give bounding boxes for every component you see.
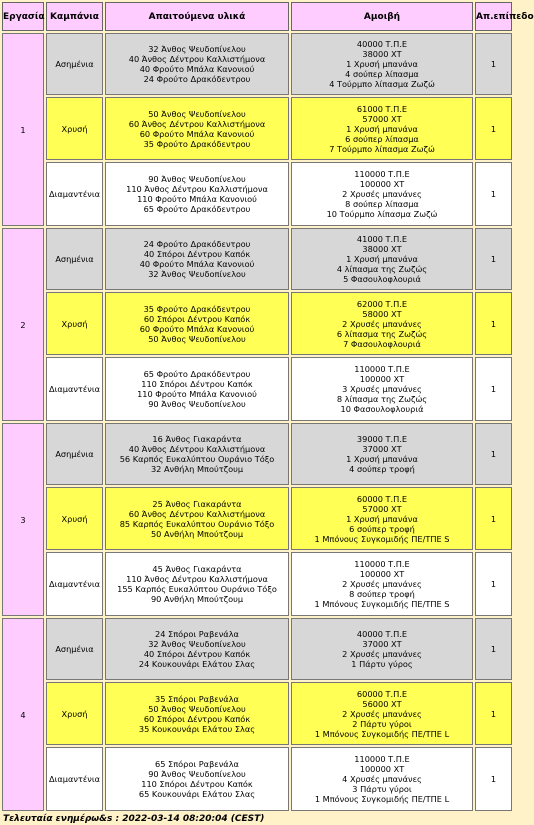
table-row <box>2 618 512 680</box>
material-item: 35 Φρούτο Δρακόδεντρου <box>143 138 251 149</box>
level-cell: 1 <box>475 552 512 616</box>
materials-cell <box>105 228 289 290</box>
level-cell: 1 <box>475 747 512 811</box>
material-item: 40 Σπόροι Δέντρου Καπόκ <box>143 649 251 659</box>
reward-item: 1 Χρυσή μπανάνα <box>346 513 418 524</box>
reward-item: 4 Χρυσές μπανάνες <box>342 774 422 784</box>
reward-cell <box>291 357 473 421</box>
materials-cell <box>105 552 289 616</box>
material-item: 65 Κουκουνάρι Ελάτου Σλας <box>138 789 256 799</box>
reward-item: 2 Χρυσές μπανάνες <box>342 708 422 719</box>
reward-item: 8 σούπερ τροφή <box>349 589 415 599</box>
reward-item: 37000 ΧΤ <box>362 444 402 454</box>
table-row <box>2 97 512 160</box>
material-item: 60 Σπόροι Δέντρου Καπόκ <box>143 713 251 724</box>
material-item: 56 Καρπός Ευκαλύπτου Ουράνιο Τόξο <box>119 454 275 464</box>
campaign-cell: Ασημένια <box>46 423 103 485</box>
materials-cell <box>105 747 289 811</box>
header-materials: Απαιτούμενα υλικά <box>105 2 289 31</box>
level-cell: 1 <box>475 292 512 355</box>
reward-item: 8 λίπασμα της Ζωζώς <box>336 394 428 404</box>
campaign-cell: Διαμαντένια <box>46 357 103 421</box>
material-item: 24 Φρούτο Δρακόδεντρου <box>143 74 251 84</box>
table-row <box>2 292 512 355</box>
reward-item: 1 Χρυσή μπανάνα <box>346 254 418 264</box>
reward-cell <box>291 33 473 95</box>
reward-cell <box>291 552 473 616</box>
material-item: 155 Καρπός Ευκαλύπτου Ουράνιο Τόξο <box>117 584 277 594</box>
reward-cell <box>291 228 473 290</box>
header-task: Εργασία <box>2 2 44 31</box>
material-item: 35 Σπόροι Ραβενάλα <box>155 693 239 704</box>
table-row <box>2 747 512 811</box>
campaign-cell: Χρυσή <box>46 292 103 355</box>
materials-cell <box>105 33 289 95</box>
level-cell: 1 <box>475 423 512 485</box>
reward-item: 2 Πάρτυ γύροι <box>352 718 412 729</box>
reward-item: 57000 ΧΤ <box>362 113 402 124</box>
material-item: 60 Σπόροι Δέντρου Καπόκ <box>143 313 251 324</box>
task-number: 3 <box>2 423 44 616</box>
campaign-cell: Διαμαντένια <box>46 747 103 811</box>
reward-item: 6 λίπασμα της Ζωζώς <box>336 328 428 339</box>
reward-cell <box>291 423 473 485</box>
reward-cell <box>291 97 473 160</box>
materials-cell <box>105 618 289 680</box>
material-item: 60 Φρούτο Μπάλα Κανονιού <box>139 323 255 334</box>
reward-item: 4 σούπερ τροφή <box>349 464 415 474</box>
reward-item: 61000 Τ.Π.Ε <box>356 103 408 114</box>
table-row <box>2 552 512 616</box>
material-item: 40 Άνθος Δέντρου Καλλιστήμονα <box>128 54 266 64</box>
reward-item: 38000 ΧΤ <box>362 244 402 254</box>
task-number: 2 <box>2 228 44 421</box>
reward-item: 2 Χρυσές μπανάνες <box>342 189 422 199</box>
reward-cell <box>291 618 473 680</box>
material-item: 50 Άνθος Ψευδοπίνελου <box>148 703 246 714</box>
table-row <box>2 487 512 550</box>
reward-item: 40000 Τ.Π.Ε <box>356 39 408 49</box>
reward-item: 1 Πάρτυ γύρος <box>351 659 413 669</box>
level-cell: 1 <box>475 97 512 160</box>
reward-item: 110000 Τ.Π.Ε <box>354 169 410 179</box>
reward-item: 100000 ΧΤ <box>359 569 405 579</box>
level-cell: 1 <box>475 618 512 680</box>
header-reward: Αμοιβή <box>291 2 473 31</box>
material-item: 16 Άνθος Γιακαράντα <box>152 434 242 444</box>
material-item: 50 Άνθος Ψευδοπίνελου <box>148 333 246 344</box>
table-row <box>2 357 512 421</box>
reward-item: 58000 ΧΤ <box>362 308 402 319</box>
material-item: 90 Άνθος Ψευδοπίνελου <box>148 769 246 779</box>
reward-item: 60000 Τ.Π.Ε <box>356 688 408 699</box>
reward-item: 110000 Τ.Π.Ε <box>354 559 410 569</box>
materials-cell <box>105 487 289 550</box>
reward-item: 3 Χρυσές μπανάνες <box>342 384 422 394</box>
material-item: 85 Καρπός Ευκαλύπτου Ουράνιο Τόξο <box>119 518 275 529</box>
material-item: 32 Άνθος Ψευδοπίνελου <box>148 269 246 279</box>
reward-item: 6 σούπερ τροφή <box>349 523 415 534</box>
materials-cell <box>105 292 289 355</box>
material-item: 65 Φρούτο Δρακόδεντρου <box>143 204 251 214</box>
material-item: 110 Σπόροι Δέντρου Καπόκ <box>141 379 253 389</box>
reward-item: 2 Χρυσές μπανάνες <box>342 318 422 329</box>
reward-item: 8 σούπερ λίπασμα <box>345 199 419 209</box>
campaign-cell: Χρυσή <box>46 97 103 160</box>
table-row <box>2 228 512 290</box>
materials-cell <box>105 682 289 745</box>
reward-item: 1 Χρυσή μπανάνα <box>346 454 418 464</box>
reward-cell <box>291 162 473 226</box>
material-item: 32 Άνθος Ψευδοπίνελου <box>148 44 246 54</box>
reward-item: 4 λίπασμα της Ζωζώς <box>336 264 428 274</box>
table-row <box>2 162 512 226</box>
reward-item: 10 Τούρμπο λίπασμα Ζωζώ <box>326 209 438 219</box>
reward-item: 4 σούπερ λίπασμα <box>345 69 419 79</box>
reward-item: 41000 Τ.Π.Ε <box>356 234 408 244</box>
reward-item: 100000 ΧΤ <box>359 179 405 189</box>
material-item: 90 Άνθος Ψευδοπίνελου <box>148 174 246 184</box>
reward-item: 1 Χρυσή μπανάνα <box>346 59 418 69</box>
material-item: 90 Ανθήλη Μπούτζουμ <box>150 594 244 604</box>
reward-item: 7 Φασουλοφλουριά <box>343 338 421 349</box>
reward-cell <box>291 747 473 811</box>
table-row <box>2 33 512 95</box>
material-item: 110 Άνθος Δέντρου Καλλιστήμονα <box>126 184 268 194</box>
materials-cell <box>105 423 289 485</box>
reward-item: 56000 ΧΤ <box>362 698 402 709</box>
material-item: 60 Άνθος Δέντρου Καλλιστήμονα <box>128 118 266 129</box>
material-item: 24 Σπόροι Ραβενάλα <box>155 629 239 639</box>
materials-cell <box>105 357 289 421</box>
reward-item: 4 Τούρμπο λίπασμα Ζωζώ <box>329 79 435 89</box>
material-item: 110 Φρούτο Μπάλα Κανονιού <box>137 194 257 204</box>
material-item: 110 Άνθος Δέντρου Καλλιστήμονα <box>126 574 268 584</box>
campaign-cell: Ασημένια <box>46 228 103 290</box>
reward-item: 5 Φασουλοφλουριά <box>343 274 421 284</box>
material-item: 24 Φρούτο Δρακόδεντρου <box>143 239 251 249</box>
material-item: 32 Άνθος Ψευδοπίνελου <box>148 639 246 649</box>
campaign-cell: Χρυσή <box>46 682 103 745</box>
reward-item: 62000 Τ.Π.Ε <box>356 298 408 309</box>
material-item: 65 Φρούτο Δρακόδεντρου <box>143 369 251 379</box>
reward-item: 37000 ΧΤ <box>362 639 402 649</box>
level-cell: 1 <box>475 357 512 421</box>
last-updated: Τελευταία ενημέρω&s : 2022-03-14 08:20:04 (CEST) <box>3 814 265 824</box>
reward-item: 1 Χρυσή μπανάνα <box>346 123 418 134</box>
reward-item: 10 Φασουλοφλουριά <box>340 404 424 414</box>
material-item: 24 Κουκουνάρι Ελάτου Σλας <box>138 659 256 669</box>
material-item: 40 Σπόροι Δέντρου Καπόκ <box>143 249 251 259</box>
reward-item: 57000 ΧΤ <box>362 503 402 514</box>
level-cell: 1 <box>475 487 512 550</box>
campaign-cell: Χρυσή <box>46 487 103 550</box>
reward-item: 2 Χρυσές μπανάνες <box>342 649 422 659</box>
campaign-cell: Διαμαντένια <box>46 162 103 226</box>
reward-item: 3 Πάρτυ γύροι <box>352 784 412 794</box>
reward-item: 1 Μπόνους Συγκομιδής ΠΕ/ΤΠΕ S <box>314 533 450 544</box>
reward-cell <box>291 682 473 745</box>
quest-table-body <box>2 33 512 811</box>
table-row <box>2 682 512 745</box>
reward-item: 7 Τούρμπο λίπασμα Ζωζώ <box>329 143 435 154</box>
materials-cell <box>105 97 289 160</box>
task-number: 4 <box>2 618 44 811</box>
reward-item: 1 Μπόνους Συγκομιδής ΠΕ/ΤΠΕ S <box>314 599 450 609</box>
reward-cell <box>291 292 473 355</box>
material-item: 110 Φρούτο Μπάλα Κανονιού <box>137 389 257 399</box>
reward-item: 110000 Τ.Π.Ε <box>354 364 410 374</box>
reward-item: 2 Χρυσές μπανάνες <box>342 579 422 589</box>
reward-item: 60000 Τ.Π.Ε <box>356 493 408 504</box>
material-item: 60 Άνθος Δέντρου Καλλιστήμονα <box>128 508 266 519</box>
material-item: 40 Φρούτο Μπάλα Κανονιού <box>139 259 255 269</box>
campaign-cell: Ασημένια <box>46 33 103 95</box>
material-item: 90 Άνθος Ψευδοπίνελου <box>148 399 246 409</box>
header-campaign: Καμπάνια <box>46 2 103 31</box>
reward-item: 1 Μπόνους Συγκομιδής ΠΕ/ΤΠΕ L <box>314 728 450 739</box>
material-item: 40 Φρούτο Μπάλα Κανονιού <box>139 64 255 74</box>
table-row <box>2 423 512 485</box>
header-level: Απ.επίπεδο <box>475 2 512 31</box>
material-item: 45 Άνθος Γιακαράντα <box>152 564 242 574</box>
material-item: 50 Άνθος Ψευδοπίνελου <box>148 108 246 119</box>
material-item: 110 Σπόροι Δέντρου Καπόκ <box>141 779 253 789</box>
campaign-cell: Ασημένια <box>46 618 103 680</box>
reward-item: 110000 Τ.Π.Ε <box>354 754 410 764</box>
reward-item: 40000 Τ.Π.Ε <box>356 629 408 639</box>
material-item: 50 Ανθήλη Μπούτζουμ <box>150 528 244 539</box>
reward-item: 100000 ΧΤ <box>359 374 405 384</box>
level-cell: 1 <box>475 162 512 226</box>
task-number: 1 <box>2 33 44 226</box>
reward-item: 6 σούπερ λίπασμα <box>345 133 419 144</box>
materials-cell <box>105 162 289 226</box>
level-cell: 1 <box>475 33 512 95</box>
level-cell: 1 <box>475 682 512 745</box>
material-item: 65 Σπόροι Ραβενάλα <box>155 759 239 769</box>
material-item: 60 Φρούτο Μπάλα Κανονιού <box>139 128 255 139</box>
material-item: 35 Φρούτο Δρακόδεντρου <box>143 303 251 314</box>
material-item: 35 Κουκουνάρι Ελάτου Σλας <box>138 723 256 734</box>
material-item: 25 Άνθος Γιακαράντα <box>152 498 242 509</box>
header-row <box>2 2 512 31</box>
reward-cell <box>291 487 473 550</box>
reward-item: 1 Μπόνους Συγκομιδής ΠΕ/ΤΠΕ L <box>314 794 450 804</box>
campaign-cell: Διαμαντένια <box>46 552 103 616</box>
material-item: 32 Ανθήλη Μπούτζουμ <box>150 464 244 474</box>
reward-item: 39000 Τ.Π.Ε <box>356 434 408 444</box>
level-cell: 1 <box>475 228 512 290</box>
reward-item: 38000 ΧΤ <box>362 49 402 59</box>
reward-item: 100000 ΧΤ <box>359 764 405 774</box>
material-item: 40 Άνθος Δέντρου Καλλιστήμονα <box>128 444 266 454</box>
